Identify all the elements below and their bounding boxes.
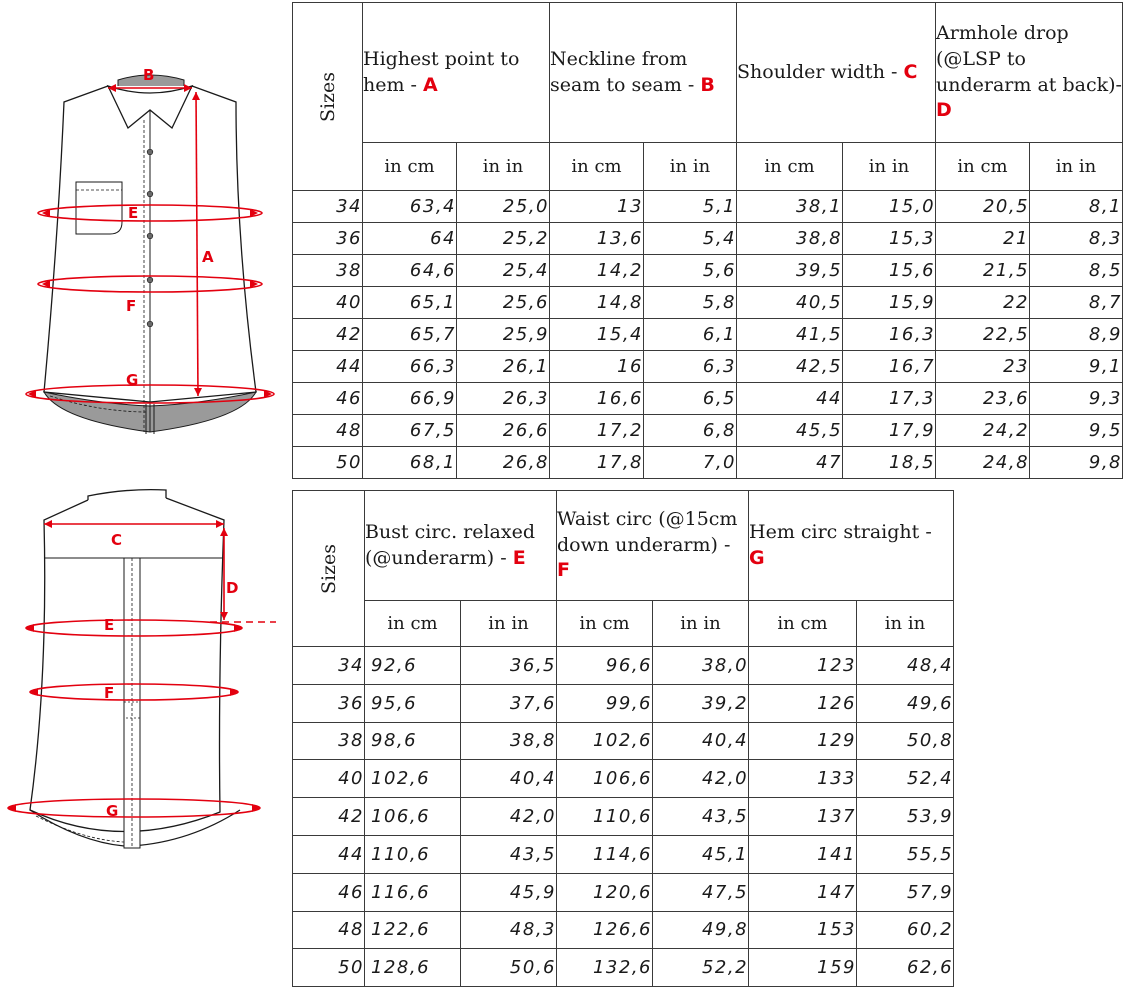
value-cell: 43,5 [653,798,749,836]
size-cell: 42 [293,319,363,351]
table-row [293,255,1123,287]
value-cell: 67,5 [363,415,457,447]
value-cell: 13 [550,191,644,223]
table-row [293,319,1123,351]
value-cell: 114,6 [557,835,653,873]
value-cell: 50,8 [857,722,954,760]
value-cell: 38,8 [461,722,557,760]
value-cell: 38,8 [737,223,843,255]
unit-cm: in cm [365,601,461,647]
value-cell: 66,3 [363,351,457,383]
value-cell: 99,6 [557,684,653,722]
back-label-f: F [104,684,115,702]
front-shirt-figure [0,0,290,480]
value-cell: 128,6 [365,949,461,987]
table-row [293,223,1123,255]
value-cell: 16,3 [843,319,936,351]
table-row [293,835,954,873]
value-cell: 92,6 [365,647,461,685]
value-cell: 17,3 [843,383,936,415]
value-cell: 6,3 [644,351,737,383]
value-cell: 15,4 [550,319,644,351]
value-cell: 53,9 [857,798,954,836]
value-cell: 48,4 [857,647,954,685]
unit-cm: in cm [749,601,857,647]
value-cell: 52,2 [653,949,749,987]
column-header-a: Highest point to hem - A [363,3,550,143]
value-cell: 38,0 [653,647,749,685]
value-cell: 26,3 [457,383,550,415]
table-row [293,447,1123,479]
front-label-b: B [143,66,155,84]
value-cell: 25,6 [457,287,550,319]
value-cell: 39,2 [653,684,749,722]
value-cell: 62,6 [857,949,954,987]
value-cell: 57,9 [857,873,954,911]
value-cell: 15,3 [843,223,936,255]
size-cell: 46 [293,383,363,415]
value-cell: 141 [749,835,857,873]
value-cell: 8,5 [1030,255,1123,287]
value-cell: 106,6 [557,760,653,798]
table-row [293,383,1123,415]
value-cell: 40,5 [737,287,843,319]
table-row [293,911,954,949]
value-cell: 7,0 [644,447,737,479]
unit-cm: in cm [936,143,1030,191]
size-cell: 48 [293,415,363,447]
value-cell: 65,7 [363,319,457,351]
size-cell: 42 [293,798,365,836]
value-cell: 45,1 [653,835,749,873]
value-cell: 41,5 [737,319,843,351]
column-header-d: Armhole drop (@LSP to underarm at back)- D [936,3,1123,143]
front-label-g: G [126,371,139,389]
value-cell: 25,0 [457,191,550,223]
back-label-e: E [104,616,115,634]
value-cell: 52,4 [857,760,954,798]
value-cell: 13,6 [550,223,644,255]
value-cell: 15,0 [843,191,936,223]
value-cell: 8,7 [1030,287,1123,319]
value-cell: 42,0 [653,760,749,798]
back-label-d: D [226,579,239,597]
value-cell: 40,4 [653,722,749,760]
table-row [293,722,954,760]
value-cell: 22,5 [936,319,1030,351]
value-cell: 38,1 [737,191,843,223]
value-cell: 26,1 [457,351,550,383]
value-cell: 5,1 [644,191,737,223]
front-label-a: A [202,248,214,266]
value-cell: 43,5 [461,835,557,873]
value-cell: 9,1 [1030,351,1123,383]
value-cell: 95,6 [365,684,461,722]
value-cell: 68,1 [363,447,457,479]
unit-cm: in cm [737,143,843,191]
table-row [293,873,954,911]
size-cell: 44 [293,351,363,383]
value-cell: 8,3 [1030,223,1123,255]
value-cell: 25,2 [457,223,550,255]
size-cell: 50 [293,447,363,479]
size-cell: 50 [293,949,365,987]
value-cell: 126 [749,684,857,722]
value-cell: 6,1 [644,319,737,351]
value-cell: 16,7 [843,351,936,383]
value-cell: 39,5 [737,255,843,287]
value-cell: 153 [749,911,857,949]
value-cell: 42,5 [737,351,843,383]
value-cell: 14,8 [550,287,644,319]
value-cell: 60,2 [857,911,954,949]
value-cell: 106,6 [365,798,461,836]
value-cell: 49,8 [653,911,749,949]
value-cell: 44 [737,383,843,415]
value-cell: 45,5 [737,415,843,447]
value-cell: 25,9 [457,319,550,351]
value-cell: 48,3 [461,911,557,949]
value-cell: 9,5 [1030,415,1123,447]
value-cell: 45,9 [461,873,557,911]
unit-in: in in [1030,143,1123,191]
value-cell: 24,2 [936,415,1030,447]
size-cell: 38 [293,722,365,760]
value-cell: 40,4 [461,760,557,798]
size-chart-table-2 [292,490,954,987]
value-cell: 21,5 [936,255,1030,287]
size-cell: 34 [293,191,363,223]
value-cell: 129 [749,722,857,760]
value-cell: 9,3 [1030,383,1123,415]
value-cell: 16 [550,351,644,383]
size-cell: 46 [293,873,365,911]
value-cell: 55,5 [857,835,954,873]
value-cell: 17,8 [550,447,644,479]
front-label-f: F [126,297,137,315]
value-cell: 110,6 [557,798,653,836]
value-cell: 21 [936,223,1030,255]
table-row [293,287,1123,319]
value-cell: 159 [749,949,857,987]
back-label-c: C [111,531,123,549]
value-cell: 26,6 [457,415,550,447]
value-cell: 22 [936,287,1030,319]
value-cell: 123 [749,647,857,685]
value-cell: 17,2 [550,415,644,447]
value-cell: 16,6 [550,383,644,415]
value-cell: 47,5 [653,873,749,911]
size-cell: 36 [293,684,365,722]
table-row [293,191,1123,223]
size-cell: 40 [293,760,365,798]
column-header-e: Bust circ. relaxed (@underarm) - E [365,491,557,601]
unit-cm: in cm [550,143,644,191]
value-cell: 49,6 [857,684,954,722]
column-header-c: Shoulder width - C [737,3,936,143]
value-cell: 8,9 [1030,319,1123,351]
value-cell: 15,6 [843,255,936,287]
value-cell: 133 [749,760,857,798]
value-cell: 66,9 [363,383,457,415]
unit-cm: in cm [557,601,653,647]
value-cell: 137 [749,798,857,836]
value-cell: 65,1 [363,287,457,319]
table-row [293,351,1123,383]
table-row [293,647,954,685]
value-cell: 37,6 [461,684,557,722]
unit-in: in in [461,601,557,647]
size-cell: 40 [293,287,363,319]
size-cell: 34 [293,647,365,685]
unit-in: in in [457,143,550,191]
value-cell: 8,1 [1030,191,1123,223]
value-cell: 98,6 [365,722,461,760]
front-label-e: E [128,204,139,222]
value-cell: 147 [749,873,857,911]
value-cell: 122,6 [365,911,461,949]
value-cell: 5,4 [644,223,737,255]
value-cell: 96,6 [557,647,653,685]
column-header-b: Neckline from seam to seam - B [550,3,737,143]
unit-in: in in [653,601,749,647]
value-cell: 26,8 [457,447,550,479]
value-cell: 24,8 [936,447,1030,479]
value-cell: 17,9 [843,415,936,447]
column-header-f: Waist circ (@15cm down underarm) - F [557,491,749,601]
size-cell: 48 [293,911,365,949]
sizes-header: Sizes [293,491,365,647]
value-cell: 126,6 [557,911,653,949]
value-cell: 6,5 [644,383,737,415]
value-cell: 25,4 [457,255,550,287]
value-cell: 116,6 [365,873,461,911]
table-row [293,684,954,722]
unit-cm: in cm [363,143,457,191]
unit-in: in in [843,143,936,191]
size-cell: 38 [293,255,363,287]
table-row [293,760,954,798]
value-cell: 132,6 [557,949,653,987]
sizes-header: Sizes [293,3,363,191]
value-cell: 5,8 [644,287,737,319]
value-cell: 6,8 [644,415,737,447]
value-cell: 64,6 [363,255,457,287]
unit-in: in in [644,143,737,191]
table-row [293,949,954,987]
value-cell: 42,0 [461,798,557,836]
value-cell: 102,6 [557,722,653,760]
value-cell: 23,6 [936,383,1030,415]
unit-in: in in [857,601,954,647]
table-row [293,798,954,836]
value-cell: 63,4 [363,191,457,223]
value-cell: 5,6 [644,255,737,287]
value-cell: 64 [363,223,457,255]
value-cell: 23 [936,351,1030,383]
size-cell: 36 [293,223,363,255]
value-cell: 36,5 [461,647,557,685]
size-cell: 44 [293,835,365,873]
value-cell: 50,6 [461,949,557,987]
value-cell: 15,9 [843,287,936,319]
value-cell: 120,6 [557,873,653,911]
value-cell: 14,2 [550,255,644,287]
value-cell: 102,6 [365,760,461,798]
size-chart-table-1 [292,2,1123,479]
table-row [293,415,1123,447]
back-shirt-figure [0,480,290,990]
back-label-g: G [106,802,119,820]
value-cell: 18,5 [843,447,936,479]
value-cell: 47 [737,447,843,479]
column-header-g: Hem circ straight - G [749,491,954,601]
value-cell: 110,6 [365,835,461,873]
value-cell: 9,8 [1030,447,1123,479]
value-cell: 20,5 [936,191,1030,223]
